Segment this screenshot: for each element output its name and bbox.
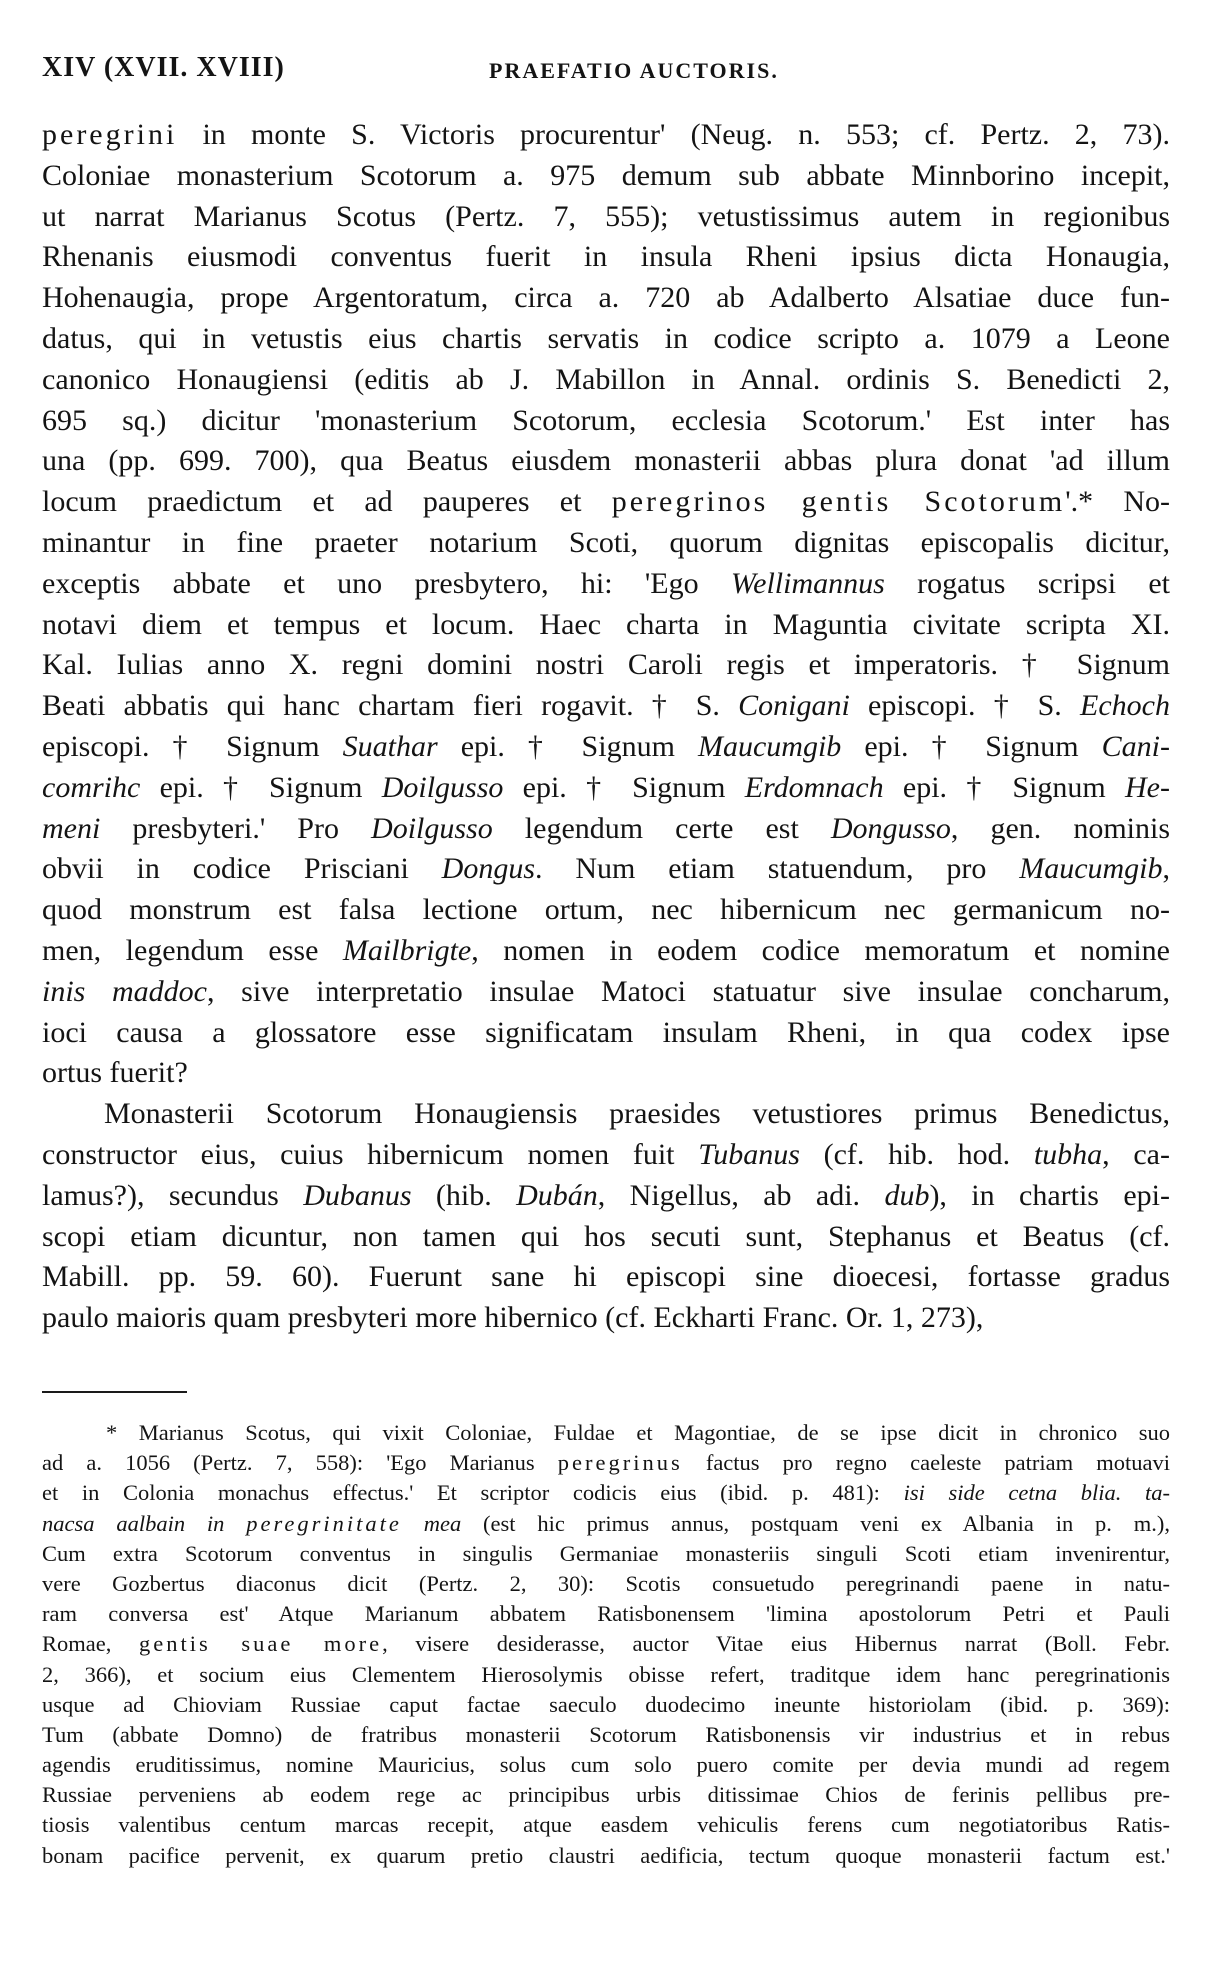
text-segment: usque ad Chioviam Russiae caput factae saeculo duodecimo ineunte historiolam (ibid. p. 369): xyxy=(42,1691,1170,1717)
text-segment: epi. † Signum xyxy=(140,770,382,804)
italic-text: Maucumgib xyxy=(1019,852,1163,886)
text-line xyxy=(42,1257,1170,1298)
text-line xyxy=(42,809,1170,850)
text-segment: 2, 366), et socium eius Clementem Hierosolymis obisse refert, traditque idem hanc peregrinationis xyxy=(42,1661,1170,1687)
text-segment: una (pp. 699. 700), qua Beatus eiusdem monasterii abbas plura donat 'ad illum xyxy=(42,444,1170,478)
italic-text: He- xyxy=(1125,770,1170,804)
text-segment: 695 sq.) dicitur 'monasterium Scotorum, ecclesia Scotorum.' Est inter has xyxy=(42,403,1170,437)
text-line xyxy=(42,115,1170,156)
text-segment: , Nigellus, ab adi. xyxy=(597,1178,885,1212)
text-segment: ortus fuerit? xyxy=(42,1056,188,1090)
text-segment: , visere desiderasse, auctor Vitae eius Hibernus narrat (Boll. Febr. xyxy=(382,1631,1170,1657)
text-line xyxy=(42,482,1170,523)
footnote-line xyxy=(42,1780,1170,1810)
text-line xyxy=(42,605,1170,646)
text-segment: epi. † Signum xyxy=(841,729,1102,763)
text-line xyxy=(42,931,1170,972)
footnote-line xyxy=(42,1569,1170,1599)
text-segment: paulo maioris quam presbyteri more hibernico (cf. Eckharti Franc. Or. 1, 273), xyxy=(42,1301,984,1335)
footnote-line xyxy=(42,1841,1170,1871)
italic-text: Doilgusso xyxy=(381,770,504,804)
footnote-line xyxy=(42,1629,1170,1659)
text-segment: ut narrat Marianus Scotus (Pertz. 7, 555); vetustissimus autem in regionibus xyxy=(42,199,1170,233)
text-segment: . Num etiam statuendum, pro xyxy=(535,852,1020,886)
text-segment: epi. † Signum xyxy=(503,770,745,804)
text-line xyxy=(42,727,1170,768)
text-segment: * Marianus Scotus, qui vixit Coloniae, Fuldae et Magontiae, de se ipse dicit in chronico suo xyxy=(106,1420,1170,1445)
footnote-line xyxy=(42,1448,1170,1478)
italic-text: Tubanus xyxy=(698,1137,800,1171)
text-segment: agendis eruditissimus, nomine Mauricius, solus cum solo puero comite per devia mundi ad regem xyxy=(42,1752,1170,1778)
text-line xyxy=(42,972,1170,1013)
text-segment: factus pro regno caeleste patriam motuavi xyxy=(682,1450,1170,1476)
italic-text: Wellimannus xyxy=(730,566,885,600)
italic-text: tubha xyxy=(1033,1137,1103,1171)
text-segment: Rhenanis eiusmodi conventus fuerit in insula Rheni ipsius dicta Honaugia, xyxy=(42,240,1170,274)
text-segment: bonam pacifice pervenit, ex quarum pretio claustri aedificia, tectum quoque monasterii factum est.' xyxy=(42,1842,1170,1868)
italic-text: nacsa aalbain in xyxy=(42,1510,247,1536)
text-segment: (cf. hib. hod. xyxy=(799,1137,1034,1171)
text-segment: legendum certe est xyxy=(492,811,831,845)
footnote-line xyxy=(42,1750,1170,1780)
main-text-block xyxy=(42,115,1170,1339)
text-segment: epi. † Signum xyxy=(437,729,698,763)
italic-text: Conigani xyxy=(738,689,850,723)
text-line xyxy=(42,1135,1170,1176)
text-line xyxy=(42,1298,1170,1339)
text-segment: , ca- xyxy=(1102,1137,1170,1171)
text-segment: Romae, xyxy=(42,1631,139,1657)
italic-text: Maucumgib xyxy=(697,729,842,763)
text-segment: minantur in fine praeter notarium Scoti, quorum dignitas episcopalis dicitur, xyxy=(42,525,1170,559)
text-segment: episcopi. † S. xyxy=(849,689,1081,723)
footnote-line xyxy=(42,1539,1170,1569)
italic-text: dub xyxy=(884,1178,930,1212)
italic-text: Cani- xyxy=(1101,729,1170,763)
text-segment: (hib. xyxy=(411,1178,517,1212)
text-segment: peregrinus xyxy=(557,1450,683,1476)
text-segment: locum praedictum et ad pauperes et xyxy=(42,485,612,519)
italic-text: Mailbrigte xyxy=(342,933,472,967)
text-segment: tiosis valentibus centum marcas recepit, atque easdem vehiculis ferens cum negotiatoribus Ratis- xyxy=(42,1812,1170,1838)
text-line xyxy=(42,156,1170,197)
text-segment: quod monstrum est falsa lectione ortum, nec hibernicum nec germanicum no- xyxy=(42,893,1170,927)
text-segment: exceptis abbate et uno presbytero, hi: 'Ego xyxy=(42,566,731,600)
footnote-line xyxy=(42,1418,1170,1448)
footnote-line xyxy=(42,1509,1170,1539)
text-segment: Russiae perveniens ab eodem rege ac principibus urbis ditissimae Chios de ferinis pellibus pre- xyxy=(42,1782,1170,1808)
text-segment: Coloniae monasterium Scotorum a. 975 demum sub abbate Minnborino incepit, xyxy=(42,158,1170,192)
text-line xyxy=(42,1053,1170,1094)
footnote-separator-rule xyxy=(42,1391,187,1393)
page-number-label: XIV (XVII. XVIII) xyxy=(42,52,285,83)
footnote-line xyxy=(42,1660,1170,1690)
text-segment: ), in chartis epi- xyxy=(929,1178,1170,1212)
text-line xyxy=(42,523,1170,564)
text-line xyxy=(42,645,1170,686)
text-segment: Mabill. pp. 59. 60). Fuerunt sane hi episcopi sine dioecesi, fortasse gradus xyxy=(42,1260,1170,1294)
footnote-line xyxy=(42,1478,1170,1508)
italic-text: Dubanus xyxy=(303,1178,412,1212)
text-segment: , sive interpretatio insulae Matoci statuatur sive insulae concharum, xyxy=(206,974,1170,1008)
italic-text: Echoch xyxy=(1080,689,1170,723)
text-segment: epi. † Signum xyxy=(883,770,1125,804)
text-line xyxy=(42,849,1170,890)
italic-text: mea xyxy=(401,1510,462,1536)
italic-text: meni xyxy=(42,811,101,845)
text-line xyxy=(42,237,1170,278)
text-line xyxy=(42,319,1170,360)
text-segment: lamus?), secundus xyxy=(42,1178,304,1212)
text-segment: notavi diem et tempus et locum. Haec charta in Maguntia civitate scripta XI. xyxy=(42,607,1170,641)
text-line xyxy=(42,1094,1170,1135)
running-header xyxy=(42,52,1170,92)
text-segment: presbyteri.' Pro xyxy=(100,811,372,845)
text-segment: episcopi. † Signum xyxy=(42,729,343,763)
text-segment: Beati abbatis qui hanc chartam fieri rogavit. † S. xyxy=(42,689,739,723)
text-line xyxy=(42,441,1170,482)
text-segment: peregrinos gentis Scotorum xyxy=(611,485,1066,519)
italic-text: Doilgusso xyxy=(371,811,493,845)
text-segment: ram conversa est' Atque Marianum abbatem Ratisbonensem 'limina apostolorum Petri et Pauli xyxy=(42,1601,1170,1627)
text-segment: Monasterii Scotorum Honaugiensis praesides vetustiores primus Benedictus, xyxy=(104,1097,1170,1131)
text-segment: gentis suae more xyxy=(138,1631,383,1657)
text-segment: , gen. nominis xyxy=(950,811,1170,845)
text-segment: Cum extra Scotorum conventus in singulis Germaniae monasteriis singuli Scoti etiam invenirentur, xyxy=(42,1540,1170,1566)
italic-text: comrihc xyxy=(42,770,141,804)
text-line xyxy=(42,1176,1170,1217)
footnote-line xyxy=(42,1690,1170,1720)
text-segment: scopi etiam dicuntur, non tamen qui hos secuti sunt, Stephanus et Beatus (cf. xyxy=(42,1219,1170,1253)
text-segment: '.* No- xyxy=(1065,485,1170,519)
text-line xyxy=(42,1013,1170,1054)
italic-text: Dongusso xyxy=(830,811,951,845)
text-segment: rogatus scripsi et xyxy=(884,566,1170,600)
text-segment: , xyxy=(1162,852,1170,886)
footnote-line xyxy=(42,1810,1170,1840)
text-segment: , nomen in eodem codice memoratum et nomine xyxy=(471,933,1170,967)
italic-text: Erdomnach xyxy=(744,770,884,804)
footnote-line xyxy=(42,1720,1170,1750)
text-line xyxy=(42,686,1170,727)
text-segment: Tum (abbate Domno) de fratribus monasterii Scotorum Ratisbonensis vir industrius et in rebus xyxy=(42,1721,1170,1747)
text-line xyxy=(42,360,1170,401)
text-line xyxy=(42,768,1170,809)
footnote-block xyxy=(42,1418,1170,1871)
text-segment: peregrini xyxy=(42,118,178,151)
text-segment: canonico Honaugiensi (editis ab J. Mabillon in Annal. ordinis S. Benedicti 2, xyxy=(42,362,1170,396)
italic-text: peregrinitate xyxy=(246,1510,402,1536)
text-segment: men, legendum esse xyxy=(42,933,343,967)
text-line xyxy=(42,197,1170,238)
italic-text: Dubán xyxy=(516,1178,598,1212)
italic-text: Dongus xyxy=(441,852,536,886)
text-line xyxy=(42,1217,1170,1258)
text-line xyxy=(42,278,1170,319)
text-line xyxy=(42,890,1170,931)
text-segment: Kal. Iulias anno X. regni domini nostri Caroli regis et imperatoris. † Signum xyxy=(42,648,1170,682)
italic-text: inis maddoc xyxy=(42,974,207,1008)
text-segment: ioci causa a glossatore esse significatam insulam Rheni, in qua codex ipse xyxy=(42,1015,1170,1049)
footnote-line xyxy=(42,1599,1170,1629)
running-title: PRAEFATIO AUCTORIS. xyxy=(489,58,779,83)
italic-text: isi side cetna blia. ta- xyxy=(903,1480,1170,1506)
text-segment: in monte S. Victoris procurentur' (Neug. n. 553; cf. Pertz. 2, 73). xyxy=(177,118,1170,151)
text-segment: datus, qui in vetustis eius chartis servatis in codice scripto a. 1079 a Leone xyxy=(42,321,1170,355)
text-line xyxy=(42,564,1170,605)
text-segment: obvii in codice Prisciani xyxy=(42,852,442,886)
text-segment: vere Gozbertus diaconus dicit (Pertz. 2, 30): Scotis consuetudo peregrinandi paene in natu- xyxy=(42,1570,1170,1596)
text-segment: et in Colonia monachus effectus.' Et scriptor codicis eius (ibid. p. 481): xyxy=(42,1480,904,1506)
text-line xyxy=(42,401,1170,442)
italic-text: Suathar xyxy=(342,729,438,763)
text-segment: ad a. 1056 (Pertz. 7, 558): 'Ego Marianus xyxy=(42,1450,558,1476)
text-segment: Hohenaugia, prope Argentoratum, circa a. 720 ab Adalberto Alsatiae duce fun- xyxy=(42,281,1170,315)
text-segment: constructor eius, cuius hibernicum nomen fuit xyxy=(42,1137,699,1171)
text-segment: (est hic primus annus, postquam veni ex Albania in p. m.), xyxy=(461,1510,1170,1536)
